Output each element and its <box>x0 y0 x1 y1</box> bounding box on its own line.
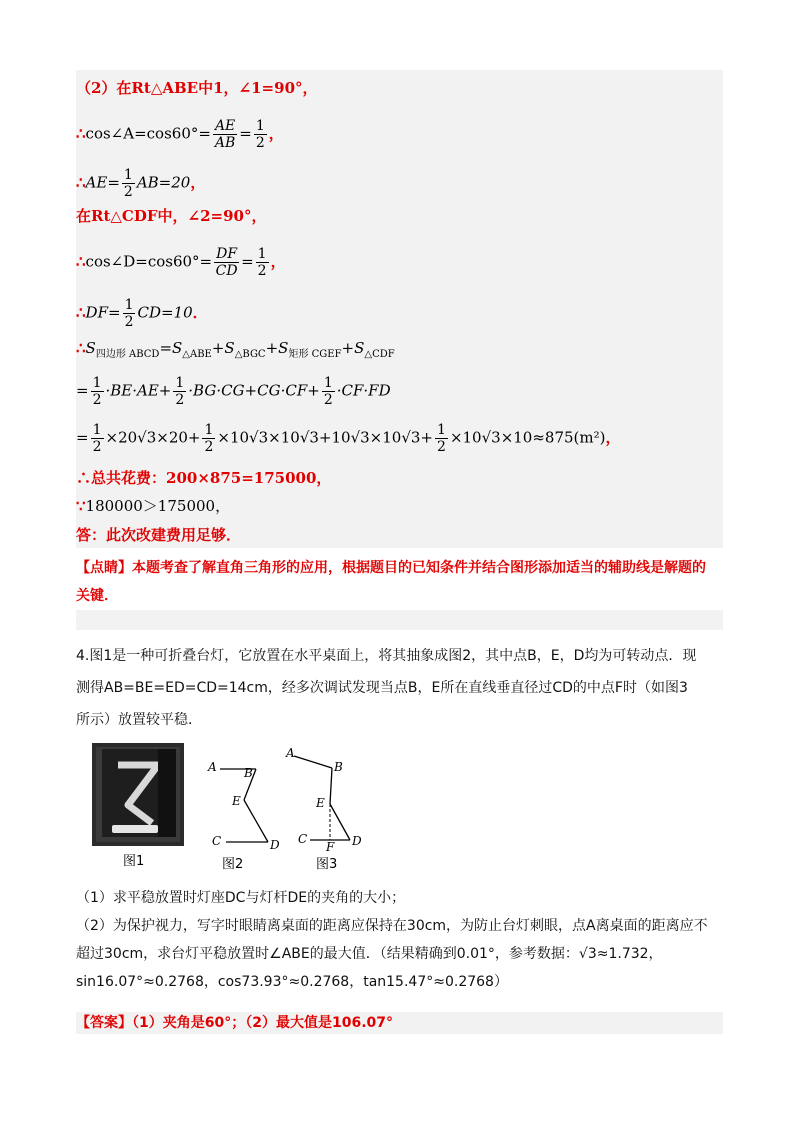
solution-line-8: = $\frac{1}{2}$ ·BE·AE+ $\frac{1}{2}$ ·BG·CG+CG·CF+ $\frac{1}{2}$ ·CF·FD <box>76 375 391 408</box>
point-d-label: D <box>270 838 280 852</box>
comment-line-2: 关键． <box>76 588 118 604</box>
point-c-label-fig3: C <box>298 832 308 846</box>
figure-2-diagram <box>200 752 290 852</box>
question-2-line-1: （2）为保护视力，写字时眼睛离桌面的距离应保持在30cm，为防止台灯刺眼，点A离桌面的距离应不 <box>76 918 708 934</box>
figure-3-label: 图3 <box>316 857 338 872</box>
solution-line-3: ∴AE= $\frac{1}{2}$ AB=20， <box>76 167 206 200</box>
problem-text <box>76 640 723 736</box>
point-a-label: A <box>208 760 217 774</box>
point-c-label: C <box>212 834 222 848</box>
answer-line: 【答案】（1）夹角是60°；（2）最大值是106.07° <box>76 1015 393 1031</box>
question-2-line-3: sin16.07°≈0.2768，cos73.93°≈0.2768，tan15.47°≈0.2768） <box>76 974 508 990</box>
solution-line-11: ∵180000＞175000， <box>76 497 231 515</box>
solution-line-2: ∴cos∠A=cos60°= $\frac{AE}{AB}$ = $\frac{1}{2}$ ， <box>76 118 284 151</box>
problem-line-1: 4.图1是一种可折叠台灯，它放置在水平桌面上，将其抽象成图2，其中点B，E，D均为可转动点．现 <box>76 648 697 664</box>
solution-line-7: $\therefore S_{四边形 ABCD}=S_{\triangle ABE}+S_{\triangle BGC}+S_{矩形 CGEF}+S_{\triangle CDF}$ <box>76 339 395 360</box>
comment-band <box>76 610 723 630</box>
point-d-label-fig3: D <box>352 834 362 848</box>
figure-1-label: 图1 <box>123 854 145 869</box>
solution-line-5: ∴cos∠D=cos60°= $\frac{DF}{CD}$ = $\frac{1}{2}$ ， <box>76 246 286 279</box>
comment-line-1: 【点睛】本题考查了解直角三角形的应用，根据题目的已知条件并结合图形添加适当的辅助线是解题的 <box>76 560 706 576</box>
point-a-label-fig3: A <box>286 746 295 760</box>
point-b-label: B <box>244 766 253 780</box>
point-e-label-fig3: E <box>316 796 325 810</box>
solution-line-1: （2）在Rt△ABE中1，∠1=90°， <box>76 79 318 97</box>
question-text <box>76 884 723 996</box>
problem-line-2: 测得AB=BE=ED=CD=14cm，经多次调试发现当点B，E所在直线垂直径过CD的中点F时（如图3 <box>76 680 688 696</box>
figure-1-photo <box>92 743 184 846</box>
solution-answer: 答：此次改建费用足够． <box>76 526 242 544</box>
figure-2-label: 图2 <box>222 857 244 872</box>
point-e-label: E <box>232 794 241 808</box>
point-b-label-fig3: B <box>334 760 343 774</box>
solution-line-9: = $\frac{1}{2}$ ×20√3×20+ $\frac{1}{2}$ ×10√3×10√3+10√3×10√3+ $\frac{1}{2}$ ×10√3×10≈875(m²)， <box>76 422 621 455</box>
question-2-line-2: 超过30cm，求台灯平稳放置时∠ABE的最大值．（结果精确到0.01°，参考数据：√3≈1.732， <box>76 946 663 962</box>
question-1: （1）求平稳放置时灯座DC与灯杆DE的夹角的大小； <box>76 890 406 906</box>
solution-line-10: ∴总共花费：200×875=175000， <box>76 469 332 487</box>
solution-line-6: ∴DF= $\frac{1}{2}$ CD=10． <box>76 297 208 330</box>
problem-line-3: 所示）放置较平稳． <box>76 712 202 728</box>
solution-line-4: 在Rt△CDF中，∠2=90°， <box>76 207 267 225</box>
point-f-label-fig3: F <box>326 840 335 854</box>
figure-3-diagram <box>282 748 372 852</box>
